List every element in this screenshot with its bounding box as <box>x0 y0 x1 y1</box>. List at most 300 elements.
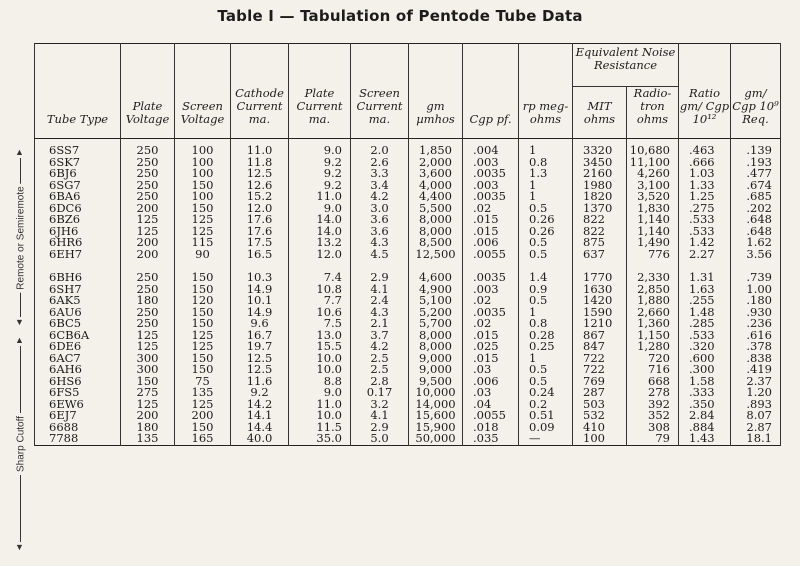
table-cell: 15,600 <box>409 410 463 422</box>
table-cell: 410 <box>573 422 627 434</box>
table-cell: 12.5 <box>231 168 289 180</box>
table-cell: 300 <box>121 353 175 365</box>
table-cell: 8,000 <box>409 226 463 238</box>
table-cell: .930 <box>731 307 781 319</box>
table-cell: 120 <box>175 295 231 307</box>
table-cell: 11.6 <box>231 376 289 388</box>
table-cell: 125 <box>175 341 231 353</box>
tube-type-cell: 6SH7 <box>35 284 121 296</box>
header-rp: rp meg-ohms <box>519 44 573 139</box>
table-cell: 9.2 <box>289 157 351 169</box>
table-cell: 200 <box>175 410 231 422</box>
table-cell: 135 <box>175 387 231 399</box>
header-gm-cgp-req: gm/ Cgp 10⁹ Req. <box>731 44 781 139</box>
table-cell: 165 <box>175 433 231 445</box>
table-cell: 1370 <box>573 203 627 215</box>
table-cell: 1820 <box>573 191 627 203</box>
table-cell: 1,140 <box>627 214 679 226</box>
table-cell: 1,850 <box>409 145 463 157</box>
table-cell: 100 <box>175 191 231 203</box>
table-cell: 1,150 <box>627 330 679 342</box>
table-cell: 125 <box>121 214 175 226</box>
table-cell: .285 <box>679 318 731 330</box>
table-cell: 822 <box>573 226 627 238</box>
table-cell: 2.27 <box>679 249 731 261</box>
table-cell: 847 <box>573 341 627 353</box>
table-cell: 10.0 <box>289 410 351 422</box>
table-cell: .533 <box>679 214 731 226</box>
table-cell: 0.5 <box>519 295 573 307</box>
header-plate-current: Plate Current ma. <box>289 44 351 139</box>
tube-type-cell: 6FS5 <box>35 387 121 399</box>
table-cell: 14.9 <box>231 284 289 296</box>
table-cell: 1.62 <box>731 237 781 249</box>
table-cell: 250 <box>121 284 175 296</box>
table-cell: .003 <box>463 157 519 169</box>
table-cell: 8,000 <box>409 341 463 353</box>
table-cell: 14,000 <box>409 399 463 411</box>
table-cell: 1.42 <box>679 237 731 249</box>
table-cell: 125 <box>121 226 175 238</box>
table-cell: 10.8 <box>289 284 351 296</box>
table-cell: 12.0 <box>289 249 351 261</box>
tube-type-cell: 7788 <box>35 433 121 445</box>
table-cell: 10.0 <box>289 364 351 376</box>
table-cell: 776 <box>627 249 679 261</box>
table-cell: .666 <box>679 157 731 169</box>
header-plate-voltage: Plate Voltage <box>121 44 175 139</box>
table-cell: 637 <box>573 249 627 261</box>
header-mit: MIT ohms <box>573 87 627 139</box>
table-cell: 0.09 <box>519 422 573 434</box>
table-cell: .193 <box>731 157 781 169</box>
table-cell: 200 <box>121 203 175 215</box>
table-cell: 3,600 <box>409 168 463 180</box>
table-cell: .533 <box>679 226 731 238</box>
header-screen-current: Screen Current ma. <box>351 44 409 139</box>
table-cell: 2,330 <box>627 272 679 284</box>
table-cell: 125 <box>121 399 175 411</box>
table-cell: .533 <box>679 330 731 342</box>
table-cell: .02 <box>463 203 519 215</box>
table-cell: 2.9 <box>351 272 409 284</box>
table-cell: 3.2 <box>351 399 409 411</box>
table-cell: 3.6 <box>351 226 409 238</box>
table-cell: 1 <box>519 145 573 157</box>
table-cell: 2.5 <box>351 364 409 376</box>
table-cell: .180 <box>731 295 781 307</box>
table-cell: .648 <box>731 226 781 238</box>
table-cell: 14.0 <box>289 214 351 226</box>
table-cell: 9.0 <box>289 145 351 157</box>
table-cell: .018 <box>463 422 519 434</box>
table-cell: 11.0 <box>289 191 351 203</box>
tube-type-cell: 6BZ6 <box>35 214 121 226</box>
table-cell: 9,500 <box>409 376 463 388</box>
side-label-sharp: ▲ Sharp Cutoff ▼ <box>15 335 27 552</box>
table-cell: 1 <box>519 353 573 365</box>
table-cell: .015 <box>463 226 519 238</box>
table-cell: 9.2 <box>289 180 351 192</box>
table-cell: 1.33 <box>679 180 731 192</box>
table-cell: 4.3 <box>351 237 409 249</box>
table-cell: .04 <box>463 399 519 411</box>
table-cell: 4,600 <box>409 272 463 284</box>
table-cell: .463 <box>679 145 731 157</box>
table-cell: 150 <box>175 422 231 434</box>
table-cell: 1.4 <box>519 272 573 284</box>
table-cell: 352 <box>627 410 679 422</box>
table-cell: 2.6 <box>351 157 409 169</box>
table-cell: 3,520 <box>627 191 679 203</box>
table-cell: 75 <box>175 376 231 388</box>
table-cell: 1 <box>519 307 573 319</box>
table-cell: 11.0 <box>231 145 289 157</box>
table-cell: 1,880 <box>627 295 679 307</box>
table-cell: 532 <box>573 410 627 422</box>
table-cell: 2.9 <box>351 422 409 434</box>
table-cell: 35.0 <box>289 433 351 445</box>
table-cell: 4.2 <box>351 341 409 353</box>
table-cell: 0.5 <box>519 249 573 261</box>
table-cell: 15.2 <box>231 191 289 203</box>
table-cell: 4.3 <box>351 307 409 319</box>
table-cell: 8.07 <box>731 410 781 422</box>
table-cell: 0.8 <box>519 318 573 330</box>
header-radiotron: Radio-tron ohms <box>627 87 679 139</box>
tube-type-cell: 6JH6 <box>35 226 121 238</box>
table-cell: 5,700 <box>409 318 463 330</box>
table-cell: 0.8 <box>519 157 573 169</box>
table-cell: 125 <box>121 341 175 353</box>
table-cell: 17.6 <box>231 214 289 226</box>
table-cell: 2.4 <box>351 295 409 307</box>
table-cell: 1980 <box>573 180 627 192</box>
table-cell: 14.9 <box>231 307 289 319</box>
table-cell: 1 <box>519 180 573 192</box>
table-cell: .838 <box>731 353 781 365</box>
table-cell: .0055 <box>463 410 519 422</box>
table-cell: .03 <box>463 364 519 376</box>
table-cell: 5.0 <box>351 433 409 445</box>
table-cell: 10.1 <box>231 295 289 307</box>
tube-type-cell: 6DC6 <box>35 203 121 215</box>
table-cell: 0.5 <box>519 237 573 249</box>
table-cell: .139 <box>731 145 781 157</box>
table-cell: 9,000 <box>409 364 463 376</box>
tube-type-cell: 6SG7 <box>35 180 121 192</box>
table-cell: 3.4 <box>351 180 409 192</box>
table-cell: 1.20 <box>731 387 781 399</box>
header-screen-voltage: Screen Voltage <box>175 44 231 139</box>
table-cell: 875 <box>573 237 627 249</box>
table-cell: .025 <box>463 341 519 353</box>
table-cell: .333 <box>679 387 731 399</box>
table-cell: 2,660 <box>627 307 679 319</box>
table-cell: 1210 <box>573 318 627 330</box>
table-cell: 0.28 <box>519 330 573 342</box>
table-cell: 668 <box>627 376 679 388</box>
table-cell: 13.0 <box>289 330 351 342</box>
table-cell: 16.5 <box>231 249 289 261</box>
table-cell: 769 <box>573 376 627 388</box>
arrow-up-icon: ▲ <box>15 335 24 345</box>
table-cell: 1.58 <box>679 376 731 388</box>
table-cell: 10,000 <box>409 387 463 399</box>
table-cell: 150 <box>175 203 231 215</box>
table-cell: 9.6 <box>231 318 289 330</box>
header-tube-type: Tube Type <box>35 44 121 139</box>
table-cell: 4.1 <box>351 284 409 296</box>
table-cell: 722 <box>573 364 627 376</box>
table-cell: 12,500 <box>409 249 463 261</box>
table-cell: 19.7 <box>231 341 289 353</box>
table-cell: 10.3 <box>231 272 289 284</box>
table-cell: 11.0 <box>289 399 351 411</box>
table-cell: 1420 <box>573 295 627 307</box>
table-cell: 5,100 <box>409 295 463 307</box>
table-cell: 4,000 <box>409 180 463 192</box>
table-cell: 150 <box>175 284 231 296</box>
table-cell: 9.2 <box>289 168 351 180</box>
table-cell: 10.0 <box>289 353 351 365</box>
table-cell: .006 <box>463 237 519 249</box>
table-cell: 150 <box>175 364 231 376</box>
table-cell: .300 <box>679 364 731 376</box>
table-cell: 392 <box>627 399 679 411</box>
table-cell: 10.6 <box>289 307 351 319</box>
table-cell: 100 <box>573 433 627 445</box>
table-cell: 1,140 <box>627 226 679 238</box>
table-cell: .350 <box>679 399 731 411</box>
arrow-up-icon: ▲ <box>15 147 24 157</box>
table-cell: 17.5 <box>231 237 289 249</box>
table-cell: 125 <box>121 330 175 342</box>
table-cell: 0.26 <box>519 214 573 226</box>
tube-type-cell: 6EH7 <box>35 249 121 261</box>
tube-type-cell: 6EW6 <box>35 399 121 411</box>
table-title: Table I — Tabulation of Pentode Tube Data <box>217 7 583 25</box>
table-cell: 1590 <box>573 307 627 319</box>
tube-type-cell: 6BA6 <box>35 191 121 203</box>
table-cell: 9.2 <box>231 387 289 399</box>
table-cell: 2.37 <box>731 376 781 388</box>
table-cell: 275 <box>121 387 175 399</box>
table-cell: 12.6 <box>231 180 289 192</box>
table-cell: 2.84 <box>679 410 731 422</box>
table-cell: 12.5 <box>231 353 289 365</box>
tube-type-cell: 6DE6 <box>35 341 121 353</box>
table-cell: .648 <box>731 214 781 226</box>
table-cell: 1 <box>519 191 573 203</box>
table-cell: 1.03 <box>679 168 731 180</box>
table-cell: .419 <box>731 364 781 376</box>
table-cell: 250 <box>121 145 175 157</box>
table-cell: 2,850 <box>627 284 679 296</box>
table-cell: .320 <box>679 341 731 353</box>
table-cell: 125 <box>175 214 231 226</box>
table-cell: 10,680 <box>627 145 679 157</box>
table-cell: 3,100 <box>627 180 679 192</box>
table-cell: 2.1 <box>351 318 409 330</box>
table-cell: 4.1 <box>351 410 409 422</box>
table-cell: 250 <box>121 318 175 330</box>
table-cell: 822 <box>573 214 627 226</box>
table-cell: 14.4 <box>231 422 289 434</box>
table-cell: 15.5 <box>289 341 351 353</box>
table-cell: 150 <box>175 353 231 365</box>
table-cell: 250 <box>121 157 175 169</box>
table-cell: 100 <box>175 168 231 180</box>
header-cathode-current: Cathode Current ma. <box>231 44 289 139</box>
table-cell: .0055 <box>463 249 519 261</box>
table-cell: 7.7 <box>289 295 351 307</box>
table-cell: .685 <box>731 191 781 203</box>
table-cell: 150 <box>175 318 231 330</box>
table-cell: 150 <box>175 307 231 319</box>
header-ratio: Ratio gm/ Cgp 10¹² <box>679 44 731 139</box>
table-cell: 125 <box>175 330 231 342</box>
table-row <box>35 433 781 445</box>
table-cell: 3320 <box>573 145 627 157</box>
table-cell: .02 <box>463 295 519 307</box>
table-cell: 867 <box>573 330 627 342</box>
table-cell: 503 <box>573 399 627 411</box>
table-cell: 2.8 <box>351 376 409 388</box>
table-cell: .015 <box>463 330 519 342</box>
arrow-down-icon: ▼ <box>15 542 24 552</box>
table-cell: 278 <box>627 387 679 399</box>
table-cell: 308 <box>627 422 679 434</box>
table-cell: .255 <box>679 295 731 307</box>
tube-type-cell: 6AU6 <box>35 307 121 319</box>
table-cell: 200 <box>121 249 175 261</box>
table-cell: 11.5 <box>289 422 351 434</box>
table-cell: 4,900 <box>409 284 463 296</box>
table-cell: 180 <box>121 295 175 307</box>
table-cell: .004 <box>463 145 519 157</box>
table-cell: 14.1 <box>231 410 289 422</box>
table-cell: 135 <box>121 433 175 445</box>
table-cell: .0035 <box>463 272 519 284</box>
tube-type-cell: 6BC5 <box>35 318 121 330</box>
table-cell: 3.0 <box>351 203 409 215</box>
table-cell: 300 <box>121 364 175 376</box>
table-cell: .015 <box>463 353 519 365</box>
table-cell: 8,000 <box>409 214 463 226</box>
table-cell: 14.0 <box>289 226 351 238</box>
table-cell: 1.3 <box>519 168 573 180</box>
table-cell: 79 <box>627 433 679 445</box>
table-cell: 250 <box>121 191 175 203</box>
table-cell: 180 <box>121 422 175 434</box>
table-cell: 150 <box>121 376 175 388</box>
table-cell: .616 <box>731 330 781 342</box>
table-cell: 11,100 <box>627 157 679 169</box>
table-cell: 722 <box>573 353 627 365</box>
table-cell: 100 <box>175 145 231 157</box>
table-cell: 1,490 <box>627 237 679 249</box>
table-cell: 5,500 <box>409 203 463 215</box>
header-equivalent-noise-resistance: Equivalent Noise Resistance <box>573 44 679 87</box>
table-cell: .003 <box>463 284 519 296</box>
table-row <box>35 249 781 261</box>
table-cell: 1.31 <box>679 272 731 284</box>
table-cell: 8,500 <box>409 237 463 249</box>
tube-type-cell: 6HS6 <box>35 376 121 388</box>
tube-type-cell: 6AH6 <box>35 364 121 376</box>
table-cell: 3.7 <box>351 330 409 342</box>
table-cell: .015 <box>463 214 519 226</box>
table-cell: 9,000 <box>409 353 463 365</box>
tube-type-cell: 6AK5 <box>35 295 121 307</box>
table-cell: 3450 <box>573 157 627 169</box>
table-cell: 4.5 <box>351 249 409 261</box>
table-cell: 12.0 <box>231 203 289 215</box>
table-cell: .0035 <box>463 168 519 180</box>
table-cell: 1,360 <box>627 318 679 330</box>
arrow-down-icon: ▼ <box>15 317 24 327</box>
table-cell: .674 <box>731 180 781 192</box>
table-cell: .202 <box>731 203 781 215</box>
table-cell: 0.24 <box>519 387 573 399</box>
table-cell: 17.6 <box>231 226 289 238</box>
table-cell: .477 <box>731 168 781 180</box>
table-cell: 0.5 <box>519 376 573 388</box>
table-cell: 9.0 <box>289 203 351 215</box>
table-cell: 0.2 <box>519 399 573 411</box>
table-cell: 150 <box>175 272 231 284</box>
table-cell: 250 <box>121 272 175 284</box>
table-cell: 1.25 <box>679 191 731 203</box>
table-cell: 0.5 <box>519 203 573 215</box>
table-cell: 1.48 <box>679 307 731 319</box>
tube-type-cell: 6SS7 <box>35 145 121 157</box>
table-cell: 4,400 <box>409 191 463 203</box>
table-cell: .035 <box>463 433 519 445</box>
table-cell: 0.17 <box>351 387 409 399</box>
table-cell: 287 <box>573 387 627 399</box>
tube-type-cell: 6688 <box>35 422 121 434</box>
table-cell: 200 <box>121 237 175 249</box>
table-cell: 1,830 <box>627 203 679 215</box>
table-cell: 8.8 <box>289 376 351 388</box>
table-cell: .003 <box>463 180 519 192</box>
table-cell: 3.56 <box>731 249 781 261</box>
tube-type-cell: 6HR6 <box>35 237 121 249</box>
table-cell: 1.00 <box>731 284 781 296</box>
header-gm: gm µmhos <box>409 44 463 139</box>
table-cell: 125 <box>175 226 231 238</box>
table-cell: .600 <box>679 353 731 365</box>
table-cell: 4.2 <box>351 191 409 203</box>
table-cell: 1.63 <box>679 284 731 296</box>
tube-type-cell: 6EJ7 <box>35 410 121 422</box>
table-cell: 18.1 <box>731 433 781 445</box>
tube-type-cell: 6SK7 <box>35 157 121 169</box>
table-cell: 1770 <box>573 272 627 284</box>
table-cell: 250 <box>121 307 175 319</box>
table-cell: .893 <box>731 399 781 411</box>
table-cell: 716 <box>627 364 679 376</box>
table-cell: 2160 <box>573 168 627 180</box>
tube-type-cell: 6BH6 <box>35 272 121 284</box>
table-cell: 3.3 <box>351 168 409 180</box>
table-cell: 15,900 <box>409 422 463 434</box>
table-cell: 125 <box>175 399 231 411</box>
table-cell: 150 <box>175 180 231 192</box>
table-cell: 50,000 <box>409 433 463 445</box>
